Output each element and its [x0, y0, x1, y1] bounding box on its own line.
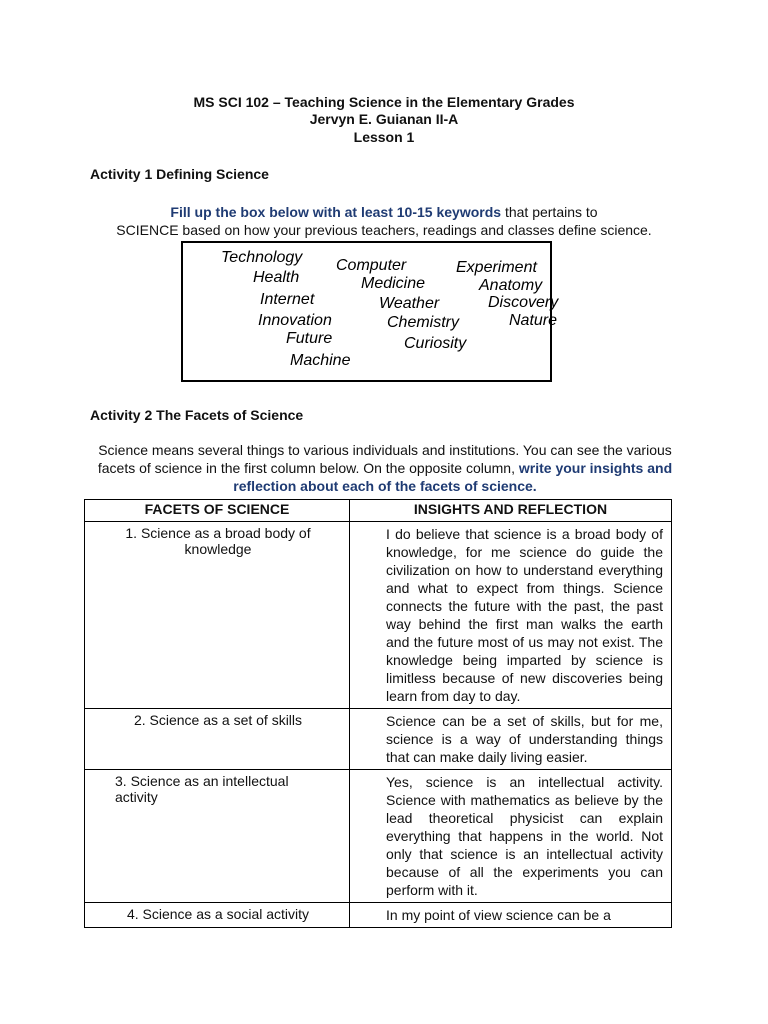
- keyword: Experiment: [456, 259, 537, 276]
- keyword: Curiosity: [404, 335, 467, 352]
- activity1-instruction-rest: that pertains to: [501, 204, 598, 220]
- activity2-title: Activity 2 The Facets of Science: [90, 407, 304, 423]
- facet-cell: 2. Science as a set of skills: [85, 709, 350, 770]
- facet-cell: 3. Science as an intellectual activity: [85, 770, 350, 903]
- table-row: [85, 709, 672, 770]
- page-bottom-margin: [84, 930, 684, 1024]
- keyword: Internet: [260, 291, 315, 308]
- author-name: Jervyn E. Guianan II-A: [309, 111, 459, 127]
- keyword: Health: [253, 269, 300, 286]
- table-row: [85, 903, 672, 928]
- table-header-row: [85, 500, 672, 522]
- keyword: Anatomy: [479, 277, 543, 294]
- keyword-box: [181, 241, 559, 382]
- keyword: Medicine: [361, 275, 426, 292]
- facet-cell: 4. Science as a social activity: [85, 903, 350, 928]
- column-header-insights: INSIGHTS AND REFLECTION: [350, 500, 672, 522]
- insight-cell: I do believe that science is a broad body of knowledge, for me science do guide the civilization on how to understand everything and what to expect from things. Science connects the future with the past, the past way behind the first man walks the earth and the future most of us may not exist. The knowledge being imparted by science is limitless because of new discoveries being learn from day to day.: [350, 522, 672, 709]
- table-row: [85, 770, 672, 903]
- insight-cell: In my point of view science can be a: [350, 903, 672, 928]
- keyword: Technology: [221, 249, 303, 266]
- keyword: Innovation: [258, 312, 332, 329]
- keyword: Chemistry: [387, 314, 460, 331]
- activity2-instruction-text: Science means several things to various individuals and institutions. You can see the various facets of science in the first column below. On the opposite column,: [97, 442, 672, 476]
- course-title: MS SCI 102 – Teaching Science in the Elementary Grades: [193, 94, 575, 110]
- lesson-label: Lesson 1: [353, 129, 415, 145]
- activity1-instruction: [0, 203, 768, 239]
- activity1-instruction-line2: SCIENCE based on how your previous teachers, readings and classes define science.: [116, 222, 652, 238]
- activity2-instruction: [95, 441, 675, 495]
- insight-cell: Yes, science is an intellectual activity. Science with mathematics as believe by the lead theoretical physicist can explain everything that happens in the world. Not only that science is an intellectual activity because of all the experiments you can perform with it.: [350, 770, 672, 903]
- keyword: Nature: [509, 312, 558, 329]
- keyword: Discovery: [488, 294, 559, 311]
- keyword: Computer: [336, 257, 407, 274]
- keyword: Weather: [379, 295, 440, 312]
- keyword: Machine: [290, 352, 351, 369]
- keyword: Future: [286, 330, 333, 347]
- facets-table: [84, 499, 672, 928]
- activity2-instruction-bold: write your insights and reflection about each of the facets of science.: [233, 460, 673, 494]
- column-header-facets: FACETS OF SCIENCE: [85, 500, 350, 522]
- activity1-instruction-bold: Fill up the box below with at least 10-15 keywords: [170, 204, 502, 220]
- insight-cell: Science can be a set of skills, but for me, science is a way of understanding things that can make daily living easier.: [350, 709, 672, 770]
- activity1-title: Activity 1 Defining Science: [90, 166, 269, 182]
- facet-cell: 1. Science as a broad body of knowledge: [85, 522, 350, 709]
- table-row: [85, 522, 672, 709]
